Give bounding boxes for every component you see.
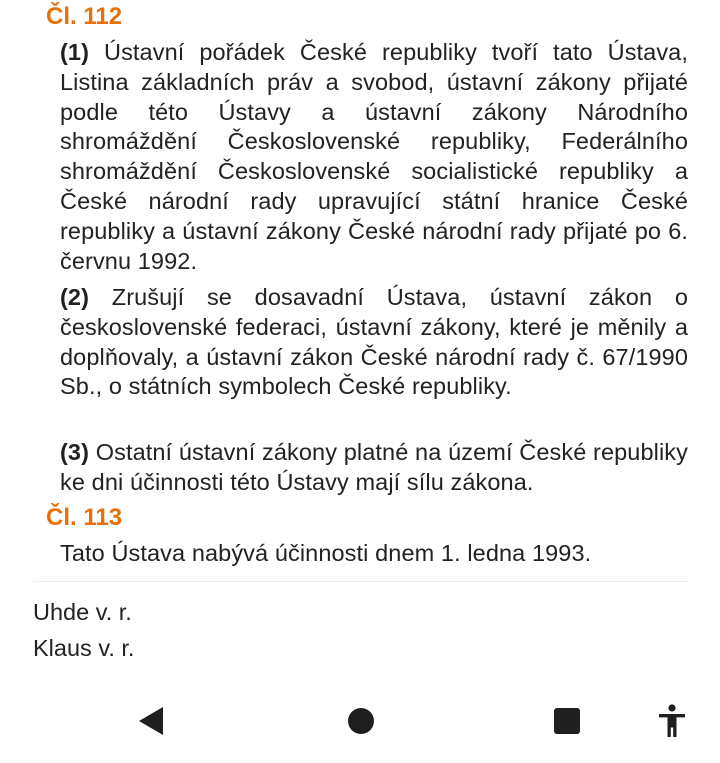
article-112-paragraph-2: [60, 283, 688, 402]
article-112-paragraph-1: [60, 38, 688, 276]
article-112-heading: Čl. 112: [46, 3, 123, 30]
back-button[interactable]: [120, 690, 182, 752]
paragraph-number: (3): [60, 439, 90, 465]
paragraph-text: Ústavní pořádek České republiky tvoří tato Ústava, Listina základních práv a svobod, ústavní zákony přijaté podle této Ústavy a ústavní zákony Národního shromáždění Československé republiky, Federálního shromáždění Československé socialistické republiky a České národní rady upravující státní hranice České republiky a ústavní zákony České národní rady přijaté po 6. červnu 1992.: [60, 39, 688, 274]
home-button[interactable]: [330, 690, 392, 752]
article-113-heading: Čl. 113: [46, 504, 123, 531]
article-112-paragraph-3: [60, 438, 688, 498]
article-113-paragraph: [60, 539, 688, 569]
system-navigation-bar: [0, 690, 720, 763]
signature-uhde: Uhde v. r.: [33, 599, 132, 625]
accessibility-button[interactable]: [642, 690, 702, 752]
paragraph-text: Zrušují se dosavadní Ústava, ústavní zákon o československé federaci, ústavní zákony, které je měnily a doplňovaly, a ústavní zákon České národní rady č. 67/1990 Sb., o státních symbolech České republiky.: [60, 284, 688, 400]
recents-button[interactable]: [536, 690, 598, 752]
paragraph-number: (2): [60, 284, 90, 310]
recents-square-icon: [553, 707, 581, 735]
accessibility-icon: [657, 704, 687, 738]
paragraph-text: Tato Ústava nabývá účinnosti dnem 1. ledna 1993.: [60, 540, 592, 566]
signature-klaus: Klaus v. r.: [33, 635, 135, 661]
home-circle-icon: [347, 707, 375, 735]
back-triangle-icon: [137, 706, 165, 736]
divider: [33, 581, 688, 582]
paragraph-number: (1): [60, 39, 90, 65]
paragraph-text: Ostatní ústavní zákony platné na území České republiky ke dni účinnosti této Ústavy mají sílu zákona.: [60, 439, 688, 495]
